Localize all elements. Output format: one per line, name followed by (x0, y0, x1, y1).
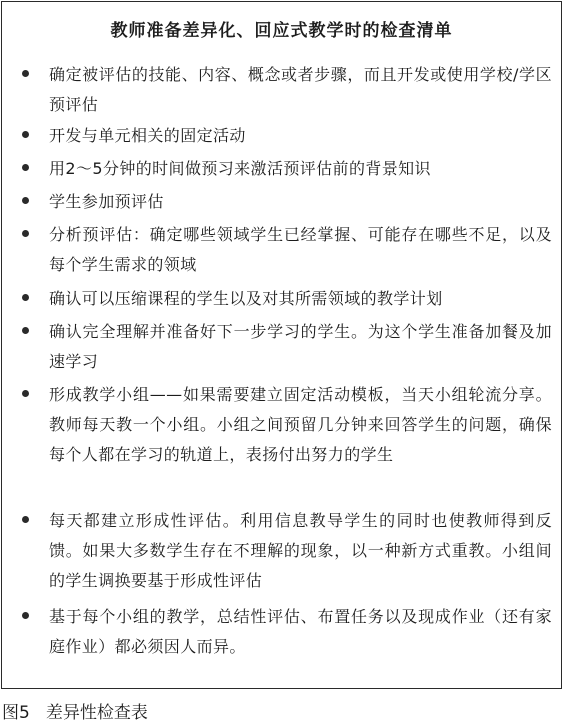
checklist-item-text: 开发与单元相关的固定活动 (49, 126, 246, 145)
bullet-icon (22, 327, 29, 334)
bullet-icon (22, 164, 29, 171)
checklist-box (1, 1, 562, 689)
bullet-icon (22, 390, 29, 397)
bullet-icon (22, 197, 29, 204)
bullet-icon (22, 294, 29, 301)
checklist-item-text: 用2～5分钟的时间做预习来激活预评估前的背景知识 (49, 159, 431, 178)
bullet-icon (22, 131, 29, 138)
bullet-icon (22, 70, 29, 77)
checklist-item-text: 确定被评估的技能、内容、概念或者步骤，而且开发或使用学校/学区预评估 (49, 65, 552, 114)
bullet-icon (22, 612, 29, 619)
checklist-item-text: 确认完全理解并准备好下一步学习的学生。为这个学生准备加餐及加速学习 (49, 322, 552, 371)
bullet-icon (22, 230, 29, 237)
checklist-item-text: 学生参加预评估 (49, 192, 164, 211)
checklist-item-text: 确认可以压缩课程的学生以及对其所需领域的教学计划 (49, 289, 443, 308)
checklist-item-text: 分析预评估：确定哪些领域学生已经掌握、可能存在哪些不足，以及每个学生需求的领域 (49, 225, 552, 274)
checklist-item-text: 基于每个小组的教学，总结性评估、布置任务以及现成作业（还有家庭作业）都必须因人而异。 (49, 607, 552, 656)
figure-title: 差异性检查表 (45, 703, 148, 723)
bullet-icon (22, 516, 29, 523)
figure-number: 图5 (2, 703, 30, 723)
figure-caption (2, 698, 148, 723)
checklist-title: 教师准备差异化、回应式教学时的检查清单 (110, 21, 453, 41)
checklist-item-text: 形成教学小组——如果需要建立固定活动模板，当天小组轮流分享。教师每天教一个小组。小组之间预留几分钟来回答学生的问题，确保每个人都在学习的轨道上，表扬付出努力的学生 (49, 385, 552, 464)
checklist-item-text: 每天都建立形成性评估。利用信息教导学生的同时也使教师得到反馈。如果大多数学生存在不理解的现象，以一种新方式重教。小组间的学生调换要基于形成性评估 (49, 511, 552, 590)
